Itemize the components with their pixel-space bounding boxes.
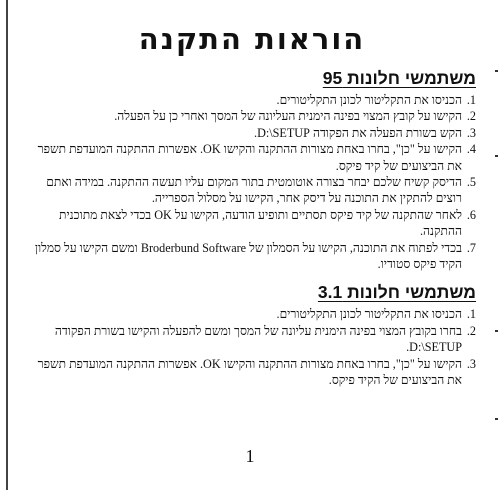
steps-list-win31 <box>28 306 476 388</box>
step-text: הקישו על "כן", בחרו באחת מצורות ההתקנה והקישו OK. אפשרות ההתקנה המועדפת תשפר את הביצועים של קיד פיקס. <box>37 142 462 173</box>
step-number: 5. <box>466 175 476 190</box>
edge-mark <box>495 330 498 332</box>
step-number: 4. <box>466 142 476 157</box>
list-item <box>28 108 476 124</box>
step-number: 1. <box>466 307 476 322</box>
page-edge-rule <box>6 0 8 490</box>
document-content <box>28 0 476 389</box>
step-text: הכניסו את התקליטור לכונן התקליטורים. <box>276 307 462 322</box>
step-number: 3. <box>466 356 476 371</box>
list-item <box>28 356 476 389</box>
section-heading-win95: משתמשי חלונות 95 <box>322 68 476 88</box>
list-item <box>28 306 476 322</box>
list-item <box>28 207 476 240</box>
step-text: לאחר שהתקנה של קיד פיקס תסתיים ותופיע הודעה, הקישו על OK בכדי לצאת מתוכנית ההתקנה. <box>59 207 462 239</box>
edge-mark <box>495 70 498 72</box>
list-item <box>28 92 476 108</box>
edge-mark <box>495 418 498 420</box>
step-number: 2. <box>466 323 476 338</box>
section-heading-win31: משתמשי חלונות 3.1 <box>317 282 476 303</box>
list-item <box>28 125 476 141</box>
step-text: הכניסו את התקליטור לכונן התקליטורים. <box>276 93 462 107</box>
step-text: הקש בשורת הפעלה את הפקודה D:\SETUP. <box>254 125 462 140</box>
step-text: הקישו על "כן", בחרו באחת מצורות ההתקנה והקישו OK. אפשרות ההתקנה המועדפת תשפר את הביצועים של הקיד פיקס. <box>37 356 462 388</box>
list-item <box>28 141 476 174</box>
step-text: הדיסק קשיח שלכם יבחר בצורה אוטומטית בתור המקום עליו תעשה ההתקנה. במידה ואתם רוצים להתקין את התוכנה על דיסק אחר, הקישו על מסלול הספרייה. <box>46 175 462 206</box>
page-number: 1 <box>245 446 255 466</box>
list-item <box>28 174 476 207</box>
step-number: 1. <box>466 93 476 107</box>
list-item <box>28 240 476 273</box>
edge-mark <box>495 155 498 157</box>
document-title: הוראות התקנה <box>138 22 366 56</box>
step-number: 2. <box>466 109 476 124</box>
step-number: 3. <box>466 125 476 140</box>
step-text: הקישו על קובץ המצוי בפינה הימנית העליונה של המסך ואחרי כן על הפעלה. <box>114 109 462 124</box>
step-number: 7. <box>466 240 476 255</box>
step-text: בחרו בקובץ המצוי בפינה הימנית עליונה של המסך ומשם להפעלה והקישו בשורת הפקודה D:\SETUP. <box>54 323 462 355</box>
step-text: בכדי לפתוח את התוכנה, הקישו על הסמלון של Broderbund Software ומשם הקישו על סמלון הקיד פיקס סטודיו. <box>34 240 462 272</box>
step-number: 6. <box>466 207 476 222</box>
steps-list-win95 <box>28 92 476 272</box>
list-item <box>28 323 476 356</box>
